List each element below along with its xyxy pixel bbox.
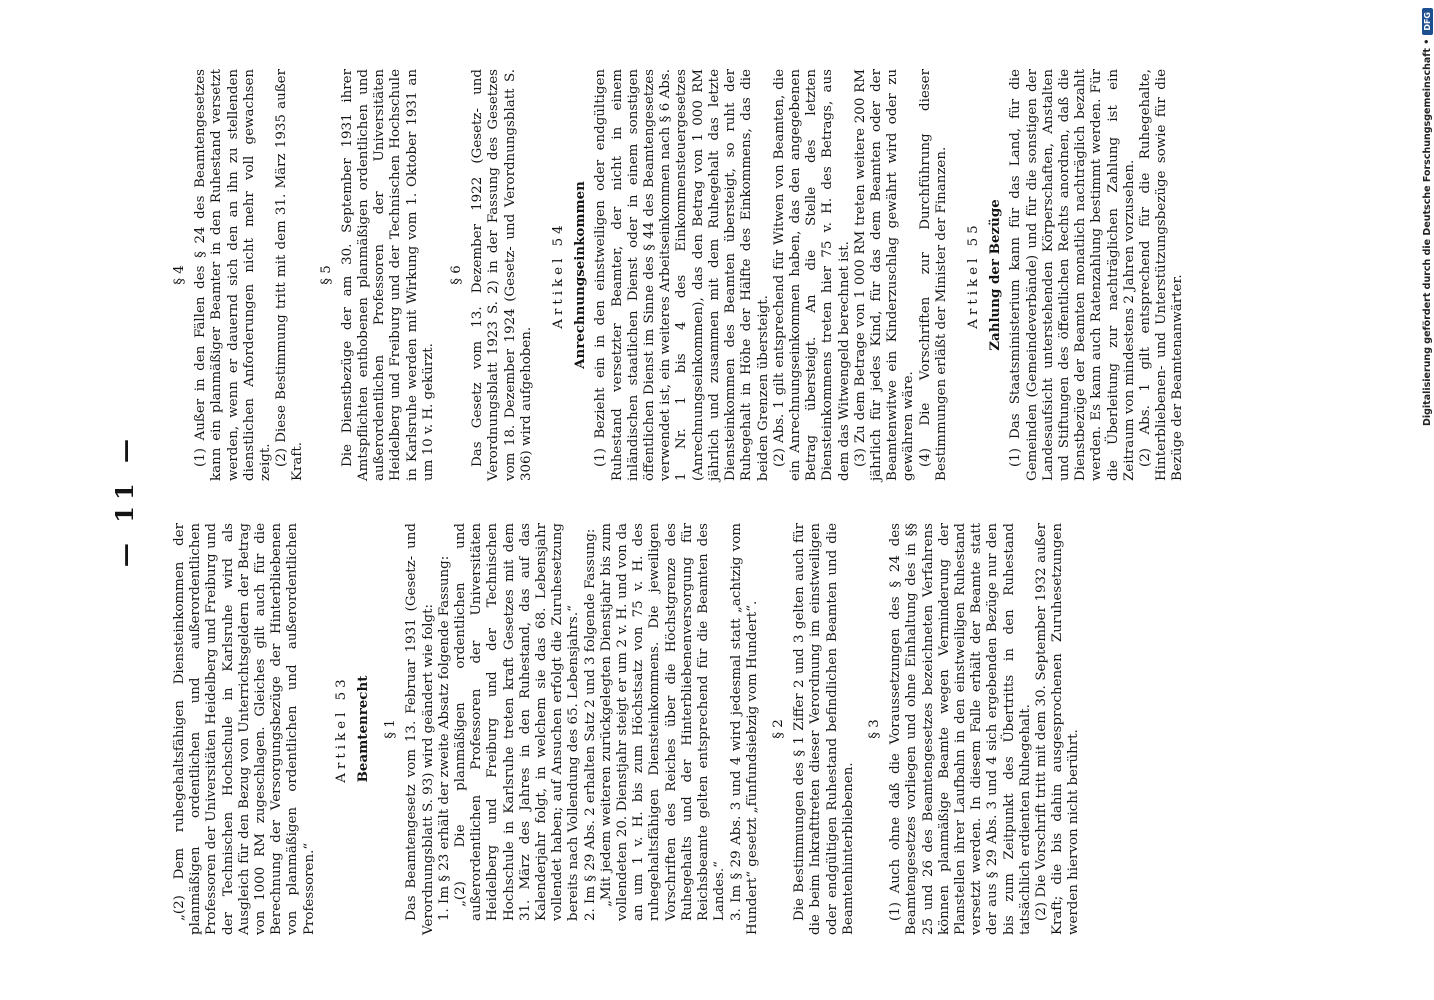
section-4-paragraph-1: (1) Außer in den Fällen des § 24 des Beamtengesetzes kann ein planmäßiger Beamter in den Ruhestand versetzt werden, wenn er dauernd sich den an ihn zu stellenden dienstlichen Anforderungen nicht mehr voll gewachsen zeigt. — [193, 69, 274, 481]
section-1-item-2: 2. Im § 29 Abs. 2 erhalten Satz 2 und 3 folgende Fassung: — [582, 528, 598, 921]
dfg-logo: DFG — [1422, 8, 1433, 35]
article-55-paragraph-2: (2) Abs. 1 gilt entsprechend für die Ruhegehalte, Hinterbliebenen- und Unterstützungsbezüge sowie für die Bezüge der Beamtenanwärter. — [1137, 69, 1186, 481]
article-55-subtitle: Zahlung der Bezüge — [987, 199, 1004, 351]
article-54-paragraph-1: (1) Bezieht ein in den einstweiligen oder endgültigen Ruhestand versetzter Beamter, der nicht in einem inländischen staatlichen Dienst oder in einem sonstigen öffentlichen Dienst im Sinne des § 44 des Beamtengesetzes verwendet ist, ein weiteres Arbeitseinkommen nach § 6 Abs. 1 Nr. 1 bis 4 des Einkommensteuergesetzes (Anrechnungseinkommen), das den Betrag von 1 000 RM jährlich und zusammen mit dem Ruhegehalt das letzte Diensteinkommen des Beamten übersteigt, so ruht der Ruhegehalt in Höhe der Hälfte des Einkommens, das die beiden Grenzen übersteigt. — [593, 69, 771, 481]
article-55-paragraph-1: (1) Das Staatsministerium kann für das Land, für die Gemeinden (Gemeindeverbände) und für die sonstigen der Landesaufsicht unterstehenden Körperschaften, Anstalten und Stiftungen des öffentlichen Rechts anordnen, daß die Dienstbezüge der Beamten monatlich nachträglich bezahlt werden. Es kann auch Ratenzahlung bestimmt werden. Für die Überleitung zur nachträglichen Zahlung ist ein Zeitraum von mindestens 2 Jahren vorzusehen. — [1008, 69, 1137, 481]
section-2-heading: § 2 — [770, 719, 786, 739]
article-55-heading: Artikel 55 — [965, 221, 981, 329]
section-2-text: Die Bestimmungen des § 1 Ziffer 2 und 3 gelten auch für die beim Inkrafttreten dieser Verordnung im einstweiligen oder endgültigen Ruhestand befindlichen Beamten und die Beamtenhinterbliebenen. — [792, 523, 856, 935]
section-1-heading: § 1 — [383, 719, 399, 739]
right-column — [172, 69, 1187, 481]
section-1-item-1: 1. Im § 23 erhält der zweite Absatz folgende Fassung: — [436, 555, 452, 921]
article-54-subtitle: Anrechnungseinkommen — [572, 181, 589, 369]
sidebar-attribution — [1418, 8, 1434, 998]
article-54-paragraph-3: (3) Zu dem Betrage von 1 000 RM treten weitere 200 RM jährlich für jedes Kind, für das dem Beamten oder der Beamtenwitwe ein Kinderzuschlag gewährt wird oder zu gewähren wäre. — [852, 69, 917, 481]
section-1-item-1-quote: „(2) Die planmäßigen ordentlichen und außerordentlichen Professoren der Universitäten Heidelberg und Freiburg und der Technischen Hochschule in Karlsruhe treten kraft Gesetzes mit dem 31. März des Jahres in den Ruhestand, das auf das Kalenderjahr folgt, in welchem sie das 68. Lebensjahr vollendet haben; auf Ansuchen erfolgt die Zuruhesetzung bereits nach Vollendung des 65. Lebensjahrs.“ — [453, 523, 582, 921]
article-53-heading: Artikel 53 — [333, 675, 349, 783]
section-1-item-3: 3. Im § 29 Abs. 3 und 4 wird jedesmal statt „achtzig vom Hundert“ gesetzt „fünfundsiebzig vom Hundert“. — [728, 523, 760, 935]
rotated-page — [110, 65, 1300, 935]
section-4-paragraph-2: (2) Diese Bestimmung tritt mit dem 31. März 1935 außer Kraft. — [274, 69, 306, 481]
section-1-item-2-quote: „Mit jedem weiteren zurückgelegten Dienstjahr bis zum vollendeten 20. Dienstjahr steigt er um 2 v. H. und von da an um 1 v. H. bis zum Höchstsatz von 75 v. H. des ruhegehaltsfähigen Diensteinkommens. Die jeweiligen Vorschriften des Reiches über die Höchstgrenze des Ruhegehalts und der Hinterbliebenenversorgung für Reichsbeamte gelten entsprechend für die Beamten des Landes.“ — [598, 523, 728, 921]
section-3-paragraph-1: (1) Auch ohne daß die Voraussetzungen des § 24 des Beamtengesetzes vorliegen und ohne Einhaltung des in §§ 25 und 26 des Beamtengesetzes bezeichneten Verfahrens können planmäßige Beamte wegen Verminderung der Planstellen ihrer Laufbahn in den einstweiligen Ruhestand versetzt werden. In diesem Falle erhält der Beamte statt der aus § 29 Abs. 3 und 4 sich ergebenden Bezüge nur den bis zum Zeitpunkt des Übertritts in den Ruhestand tatsächlich erdienten Ruhegehalt. — [888, 523, 1033, 935]
section-5-text: Die Dienstbezüge der am 30. September 1931 ihrer Amtspflichten enthobenen planmäßigen ordentlichen und außerordentlichen Professoren der Universitäten Heidelberg und Freiburg und der Technischen Hochschule in Karlsruhe werden mit Wirkung vom 1. Oktober 1931 an um 10 v. H. gekürzt. — [339, 69, 436, 481]
section-3-paragraph-2: (2) Die Vorschrift tritt mit dem 30. September 1932 außer Kraft; die bis dahin ausgesprochenen Zuruhesetzungen werden hiervon nicht berührt. — [1033, 523, 1082, 935]
sidebar-text: Digitalisierung gefördert durch die Deutsche Forschungsgemeinschaft • — [1421, 38, 1433, 427]
section-1-intro: Das Beamtengesetz vom 13. Februar 1931 (Gesetz- und Verordnungsblatt S. 93) wird geändert wie folgt: — [404, 523, 436, 935]
article-54-heading: Artikel 54 — [551, 221, 567, 329]
intro-quote: „(2) Dem ruhegehaltsfähigen Diensteinkommen der planmäßigen ordentlichen und außerordentlichen Professoren der Universitäten Heidelberg und Freiburg und der Technischen Hochschule in Karlsruhe wird als Ausgleich für den Bezug von Unterrichtsgeldern der Betrag von 1000 RM zugeschlagen. Gleiches gilt auch für die Berechnung der Versorgungsbezüge der Hinterbliebenen von planmäßigen ordentlichen und außerordentlichen Professoren.“ — [172, 523, 317, 935]
section-5-heading: § 5 — [318, 265, 334, 285]
section-4-heading: § 4 — [172, 265, 187, 285]
section-6-heading: § 6 — [449, 265, 465, 285]
article-53-subtitle: Beamtenrecht — [355, 675, 372, 783]
article-54-paragraph-2: (2) Abs. 1 gilt entsprechend für Witwen von Beamten, die ein Anrechnungseinkommen haben, das den angegebenen Betrag übersteigt. An die Stelle des letzten Diensteinkommens treten hier 75 v. H. des Betrags, aus dem das Witwengeld berechnet ist. — [771, 69, 852, 481]
section-6-text: Das Gesetz vom 13. Dezember 1922 (Gesetz- und Verordnungsblatt 1923 S. 2) in der Fassung des Gesetzes vom 18. Dezember 1924 (Gesetz- und Verordnungsblatt S. 306) wird aufgehoben. — [470, 69, 534, 481]
left-column — [172, 523, 1083, 935]
page-number: — 11 — — [110, 432, 139, 568]
section-3-heading: § 3 — [866, 719, 882, 739]
article-54-paragraph-4: (4) Die Vorschriften zur Durchführung dieser Bestimmungen erläßt der Minister der Finanzen. — [917, 69, 949, 481]
